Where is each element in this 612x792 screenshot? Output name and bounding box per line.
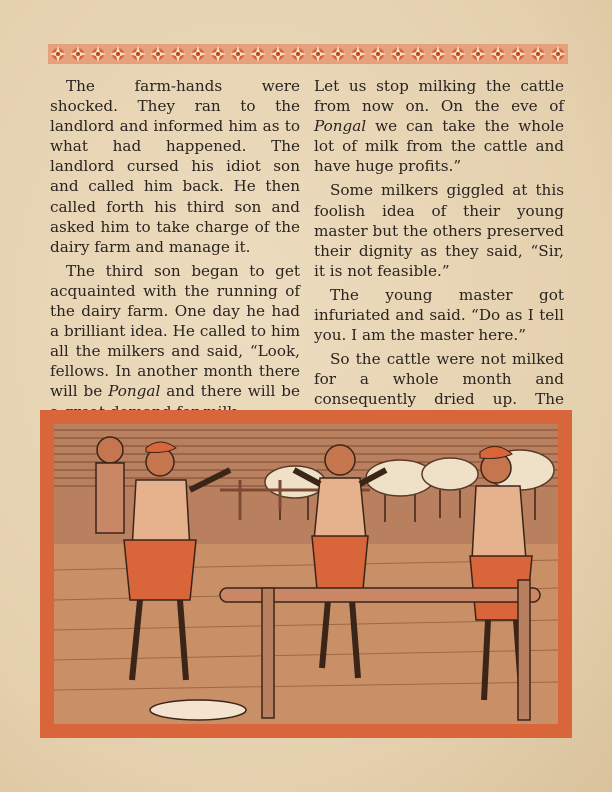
paragraph: Some milkers giggled at this foolish idea of their young master but the others preserved their dignity as they said, “Sir, it is not feasible.”: [314, 181, 564, 280]
ornamental-border: [48, 44, 568, 64]
paragraph-text: we can take the whole lot of milk from the cattle and have huge profits.”: [314, 117, 564, 176]
paragraph: [50, 261, 300, 422]
festival-name: Pongal: [108, 382, 161, 401]
ornament-pattern: [48, 44, 568, 64]
story-illustration: [40, 410, 572, 738]
right-text-column: [314, 76, 564, 430]
paragraph: [314, 76, 564, 176]
paragraph: The young master got infuriated and said. “Do as I tell you. I am the master here.”: [314, 285, 564, 345]
paragraph-text: Let us stop milking the cattle from now on. On the eve of: [314, 77, 564, 116]
paragraph: So the cattle were not milked for a whole month and consequently dried up. The: [314, 350, 564, 409]
paragraph: The farm-hands were shocked. They ran to the landlord and informed him as to what had happened. The landlord cursed his idiot son and called him back. He then called forth his third son and asked him to take charge of the dairy farm and manage it.: [50, 77, 300, 256]
dairy-farm-scene-image: [40, 410, 572, 738]
festival-name: Pongal: [314, 117, 367, 136]
left-text-column: [50, 76, 300, 422]
paragraph-text: and there will be: [166, 382, 300, 401]
paragraph-text: The third son began to get acquainted with the running of the dairy farm. One day he had a brilliant idea. He called to him all the milkers and said, “Look, fellows. In another month there will be: [50, 261, 300, 401]
